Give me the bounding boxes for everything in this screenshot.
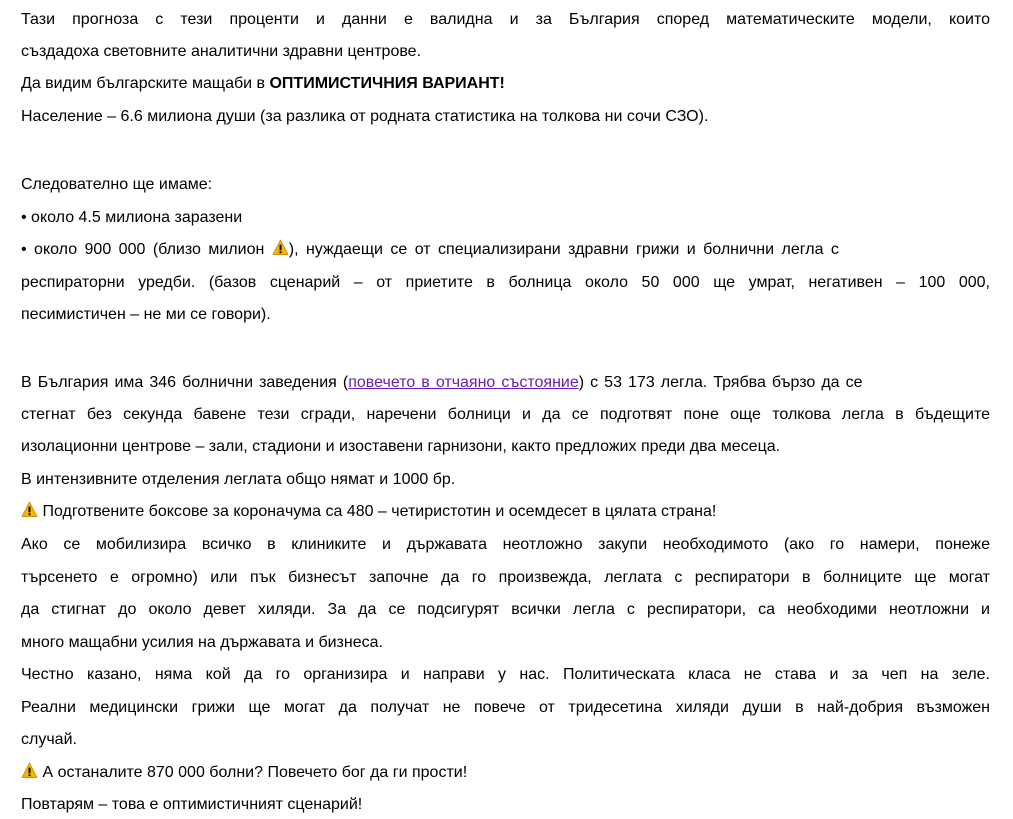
paragraph-line: Подготвените боксове за коронaчума са 480 – четиристотин и осемдесет в цялата страна! bbox=[21, 501, 990, 523]
list-item: • около 900 000 (близо милион ), нуждаещи се от специализирани здравни грижи и болнични легла с bbox=[21, 241, 839, 258]
optimistic-variant-heading: ОПТИМИСТИЧНИЯ ВАРИАНТ! bbox=[269, 75, 505, 92]
paragraph-line: изолационни центрове – зали, стадиони и изоставени гарнизони, както предложих преди два месеца. bbox=[21, 438, 781, 455]
paragraph-line: Реални медицински грижи ще могат да получат не повече от тридесетина хиляди души в най-добрия възможен bbox=[21, 699, 990, 716]
paragraph-line: Население – 6.6 милиона души (за разлика от родната статистика на толкова ни сочи СЗО). bbox=[21, 108, 709, 125]
warning-icon bbox=[21, 501, 38, 518]
paragraph-line: В интензивните отделения леглата общо нямат и 1000 бр. bbox=[21, 471, 456, 488]
paragraph-line: Тази прогноза с тези проценти и данни е валидна и за България според математическите модели, които bbox=[21, 11, 990, 28]
paragraph-line: много мащабни усилия на държавата и бизнеса. bbox=[21, 634, 383, 651]
paragraph-line: Повтарям – това е оптимистичният сценарий! bbox=[21, 796, 363, 813]
paragraph-line: А останалите 870 000 болни? Повечето бог да ги прости! bbox=[21, 762, 990, 784]
paragraph-line: В България има 346 болнични заведения (повечето в отчаяно състояние) с 53 173 легла. Трябва бързо да се bbox=[21, 374, 863, 391]
paragraph-line: Ако се мобилизира всичко в клиниките и държавата неотложно закупи необходимото (ако го намери, понеже bbox=[21, 536, 990, 553]
paragraph-line: Да видим българските мащаби в ОПТИМИСТИЧНИЯ ВАРИАНТ! bbox=[21, 75, 505, 92]
paragraph-line: да стигнат до около девет хиляди. За да се подсигурят всички легла с респиратори, са необходими неотложни и bbox=[21, 601, 990, 618]
paragraph-line: Следователно ще имаме: bbox=[21, 176, 213, 193]
warning-icon bbox=[21, 762, 38, 779]
paragraph-line: респираторни уредби. (базов сценарий – от приетите в болница около 50 000 ще умрат, негативен – 100 000, bbox=[21, 274, 990, 291]
warning-icon bbox=[272, 239, 289, 256]
paragraph-line: случай. bbox=[21, 731, 77, 748]
paragraph-line: песимистичен – не ми се говори). bbox=[21, 306, 271, 323]
paragraph-line: Честно казано, няма кой да го организира и направи у нас. Политическата класа не става и за чеп на зеле. bbox=[21, 666, 990, 683]
paragraph-line: създадоха световните аналитични здравни центрове. bbox=[21, 43, 422, 60]
list-item: • около 4.5 милиона заразени bbox=[21, 209, 243, 226]
paragraph-line: търсенето е огромно) или пък бизнесът започне да го произвежда, леглата с респиратори в болниците ще могат bbox=[21, 569, 990, 586]
paragraph-line: стегнат без секунда бавене тези сгради, наречени болници и да се подготвят поне още толкова легла в бъдещите bbox=[21, 406, 990, 423]
hospitals-state-link[interactable]: повечето в отчаяно състояние bbox=[348, 374, 579, 391]
